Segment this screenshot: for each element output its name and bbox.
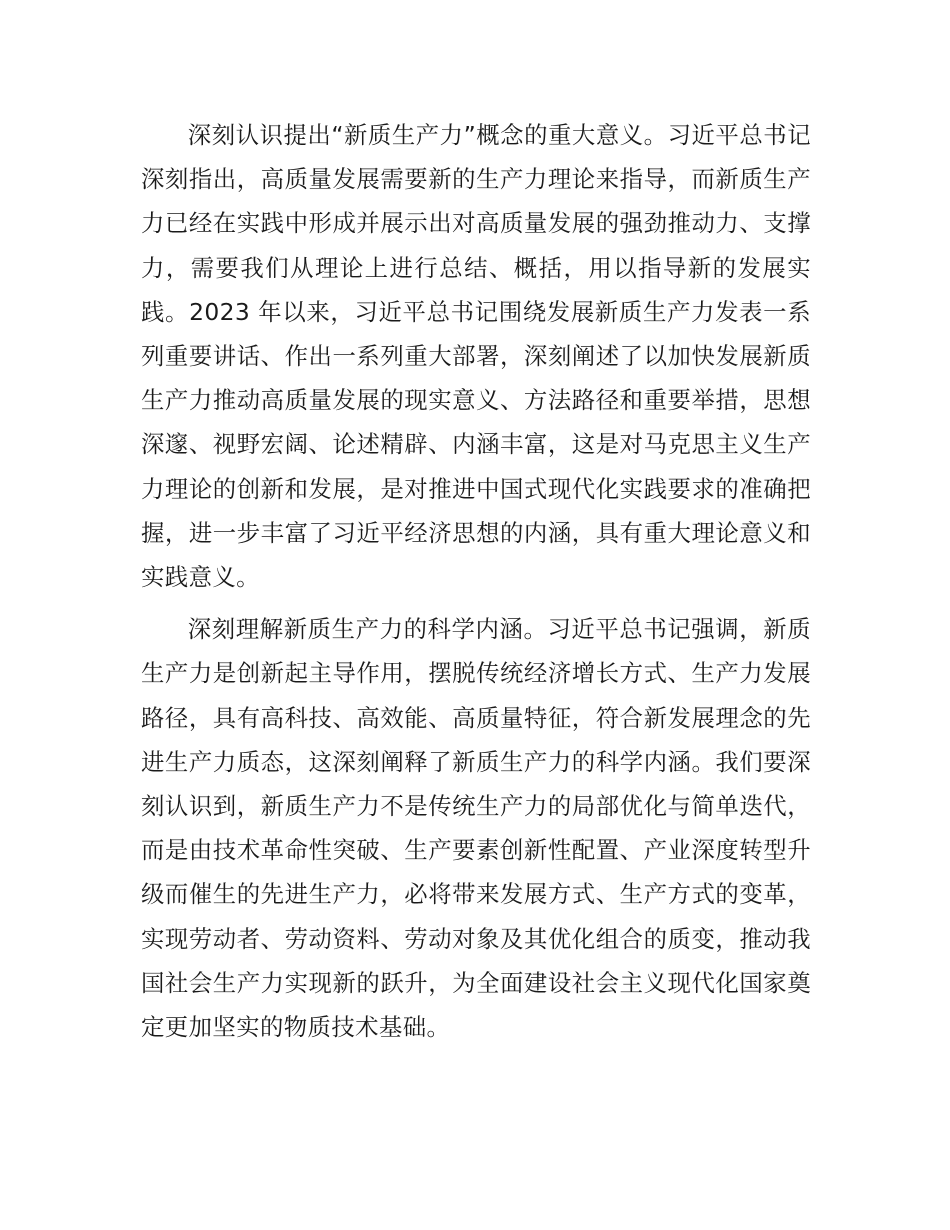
paragraph-connotation: 深刻理解新质生产力的科学内涵。习近平总书记强调，新质生产力是创新起主导作用，摆脱传统经济增长方式、生产力发展路径，具有高科技、高效能、高质量特征，符合新发展理念的先进生产力质态，这深刻阐释了新质生产力的科学内涵。我们要深刻认识到，新质生产力不是传统生产力的局部优化与简单迭代，而是由技术革命性突破、生产要素创新性配置、产业深度转型升级而催生的先进生产力，必将带来发展方式、生产方式的变革，实现劳动者、劳动资料、劳动对象及其优化组合的质变，推动我国社会生产力实现新的跃升，为全面建设社会主义现代化国家奠定更加坚实的物质技术基础。: [141, 615, 811, 1042]
paragraph-significance: 深刻认识提出“新质生产力”概念的重大意义。习近平总书记深刻指出，高质量发展需要新的生产力理论来指导，而新质生产力已经在实践中形成并展示出对高质量发展的强劲推动力、支撑力，需要我们从理论上进行总结、概括，用以指导新的发展实践。2023 年以来，习近平总书记围绕发展新质生产力发表一系列重要讲话、作出一系列重大部署，深刻阐述了以加快发展新质生产力推动高质量发展的现实意义、方法路径和重要举措，思想深邃、视野宏阔、论述精辟、内涵丰富，这是对马克思主义生产力理论的创新和发展，是对推进中国式现代化实践要求的准确把握，进一步丰富了习近平经济思想的内涵，具有重大理论意义和实践意义。: [141, 121, 811, 592]
document-body: [141, 113, 811, 1057]
